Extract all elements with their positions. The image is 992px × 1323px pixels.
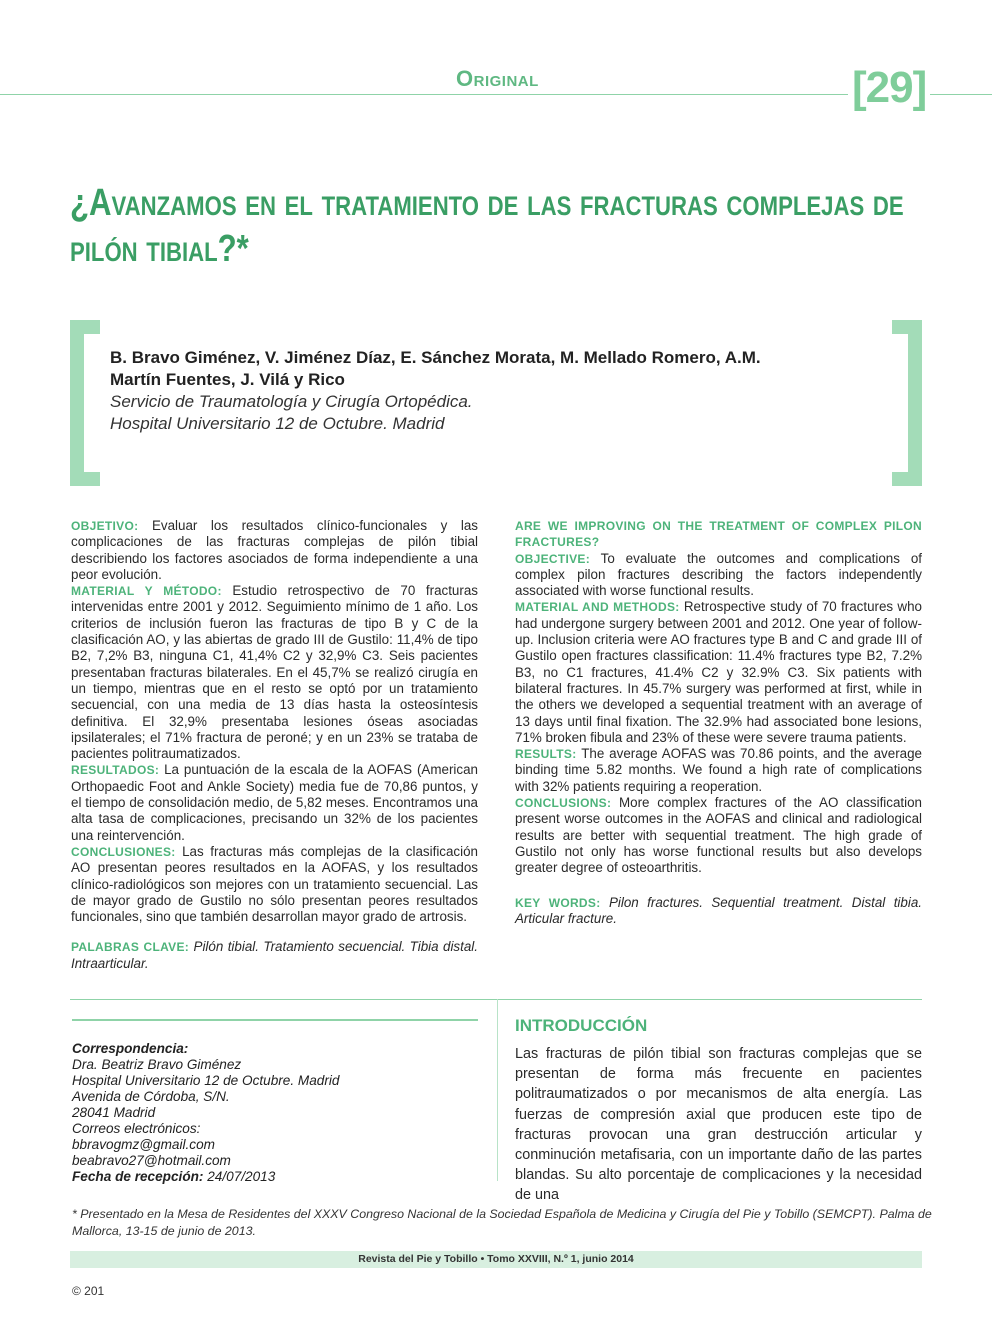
correspondence-city: 28041 Madrid xyxy=(72,1105,156,1120)
conclusions-label: CONCLUSIONS: xyxy=(515,796,612,811)
metodo-label: MATERIAL Y MÉTODO: xyxy=(71,584,222,599)
affiliation xyxy=(110,391,750,435)
right-bracket-decoration xyxy=(892,320,922,486)
received-date: 24/07/2013 xyxy=(207,1169,276,1184)
metodo-text: Estudio retrospectivo de 70 fracturas intervenidas entre 2001 y 2012. Seguimiento mínimo de 1 año. Los criterios de inclusión fueron las fracturas de tipo B y C de la clasificación AO, y las abiertas de grado III de Gustilo: 11,4% de tipo B2, 7,2% B3, ninguna C1, 41,4% C2 y 32,9% C3. Seis pacientes presentaban fracturas bilaterales. En el 45,7% se realizó cirugía en un tiempo, mientras que en el resto se optó por un tratamiento secuencial, con una media de 13 días hasta la osteosíntesis definitiva. El 32,9% presentaba lesiones óseas asociadas ipsilaterales; el 71% fractura de peroné; y en un 23% se trataba de pacientes politraumatizados. xyxy=(71,583,478,762)
objetivo-text: Evaluar los resultados clínico-funcionales y las complicaciones de las fracturas complejas de pilón tibial describiendo los factores asociados de forma independiente a una peor evolución. xyxy=(71,518,478,582)
received-label: Fecha de recepción: xyxy=(72,1169,204,1184)
resultados-label: RESULTADOS: xyxy=(71,763,160,778)
methods-label: MATERIAL AND METHODS: xyxy=(515,600,680,615)
methods-text: Retrospective study of 70 fractures who had undergone surgery between 2001 and 2012. One year of follow-up. Inclusion criteria were AO fractures type B and C and grade III of Gustilo open fractures classification: 11.4% fractures type B2, 7.2% B3, no C1 fractures, 41.4% C2 y 32.9% C3. Six patients with bilateral fractures. In 45.7% surgery was performed at first, while in the others we developed a sequential treatment with an average of 13 days until final fixation. The 32.9% had associated bone lesions, 71% broken fibula and 23% of these were severe trauma patients. xyxy=(515,599,922,745)
key-words-label: KEY WORDS: xyxy=(515,895,601,910)
results-text: The average AOFAS was 70.86 points, and the average binding time 5.82 months. We found a high rate of complications with 32% patients requiring a reoperation. xyxy=(515,746,922,794)
correspondence-rule xyxy=(72,1019,478,1021)
conclusions-text: More complex fractures of the AO classification present worse outcomes in the AOFAS and clinical and radiological results are better with sequential treatment. The high grade of Gustilo not only has worse functional results but also develops greater degree of osteoarthritis. xyxy=(515,795,922,876)
column-divider xyxy=(497,999,498,1181)
intro-heading: INTRODUCCIÓN xyxy=(515,1016,648,1035)
intro-text: Las fracturas de pilón tibial son fracturas complejas que se presentan de forma más frecuente en pacientes politraumatizados o por mecanismos de alta energía. Las fuerzas de compresión axial que producen este tipo de fracturas provocan una gran destrucción articular y conminución metafisaria, con un importante daño de las partes blandas. Su alto porcentaje de complicaciones y la necesidad de una xyxy=(515,1046,922,1204)
english-abstract xyxy=(515,518,922,927)
conclusiones-label: CONCLUSIONES: xyxy=(71,844,176,859)
page-number: [29] xyxy=(848,58,930,118)
article-title: ¿Avanzamos en el tratamiento de las fracturas complejas de pilón tibial?* xyxy=(70,182,904,270)
english-title: ARE WE IMPROVING ON THE TREATMENT OF COMPLEX PILON FRACTURES? xyxy=(515,519,922,550)
correspondence-label: Correspondencia: xyxy=(72,1041,189,1056)
correspondence-email-2: beabravo27@hotmail.com xyxy=(72,1153,231,1168)
header-rule xyxy=(0,94,992,95)
left-bracket-decoration xyxy=(70,320,100,486)
affiliation-line: Servicio de Traumatología y Cirugía Ortopédica. xyxy=(110,392,473,411)
objective-label: OBJECTIVE: xyxy=(515,551,591,566)
key-words-text: Pilon fractures. Sequential treatment. Distal tibia. Articular fracture. xyxy=(515,894,922,926)
correspondence-hospital: Hospital Universitario 12 de Octubre. Madrid xyxy=(72,1073,340,1088)
conclusiones-text: Las fracturas más complejas de la clasificación AO presentan peores resultados en la AOFAS, y los resultados clínico-radiológicos son mejores con un tratamiento secuencial. Las de mayor grado de Gustilo no sólo presentan peores resultados funcionales, sino que también desarrollan mayor grado de artrosis. xyxy=(71,843,478,925)
objetivo-label: OBJETIVO: xyxy=(71,519,139,533)
results-label: RESULTS: xyxy=(515,747,577,762)
correspondence-name: Dra. Beatriz Bravo Giménez xyxy=(72,1057,242,1072)
affiliation-line: Hospital Universitario 12 de Octubre. Madrid xyxy=(110,414,445,433)
footnote: * Presentado en la Mesa de Residentes del XXXV Congreso Nacional de la Sociedad Española de Medicina y Cirugía del Pie y Tobillo (SEMCPT). Palma de Mallorca, 13-15 de junio de 2013. xyxy=(72,1207,932,1238)
journal-citation: Revista del Pie y Tobillo • Tomo XXVIII, N.º 1, junio 2014 xyxy=(358,1253,634,1265)
resultados-text: La puntuación de la escala de la AOFAS (American Orthopaedic Foot and Ankle Society) media fue de 70,86 puntos, y el tiempo de consolidación medio, de 5,82 meses. Encontramos una alta tasa de complicaciones, precisando un 32% de los pacientes una reintervención. xyxy=(71,762,478,843)
correspondence-block xyxy=(72,1041,492,1185)
palabras-clave-label: PALABRAS CLAVE: xyxy=(71,940,190,955)
correspondence-emails-label: Correos electrónicos: xyxy=(72,1121,201,1136)
palabras-clave-text: Pilón tibial. Tratamiento secuencial. Tibia distal. Intraarticular. xyxy=(71,939,478,971)
section-label: Original xyxy=(452,66,543,92)
section-divider xyxy=(70,999,922,1000)
correspondence-street: Avenida de Córdoba, S/N. xyxy=(72,1089,230,1104)
spanish-abstract xyxy=(71,518,478,972)
correspondence-email-1: bbravogmz@gmail.com xyxy=(72,1137,215,1152)
objective-text: To evaluate the outcomes and complications of complex pilon fractures describing the factors independently associated with worse functional results. xyxy=(515,550,922,599)
copyright: © 201 xyxy=(72,1284,105,1298)
authors: B. Bravo Giménez, V. Jiménez Díaz, E. Sánchez Morata, M. Mellado Romero, A.M. Martín Fuentes, J. Vilá y Rico xyxy=(110,348,761,389)
